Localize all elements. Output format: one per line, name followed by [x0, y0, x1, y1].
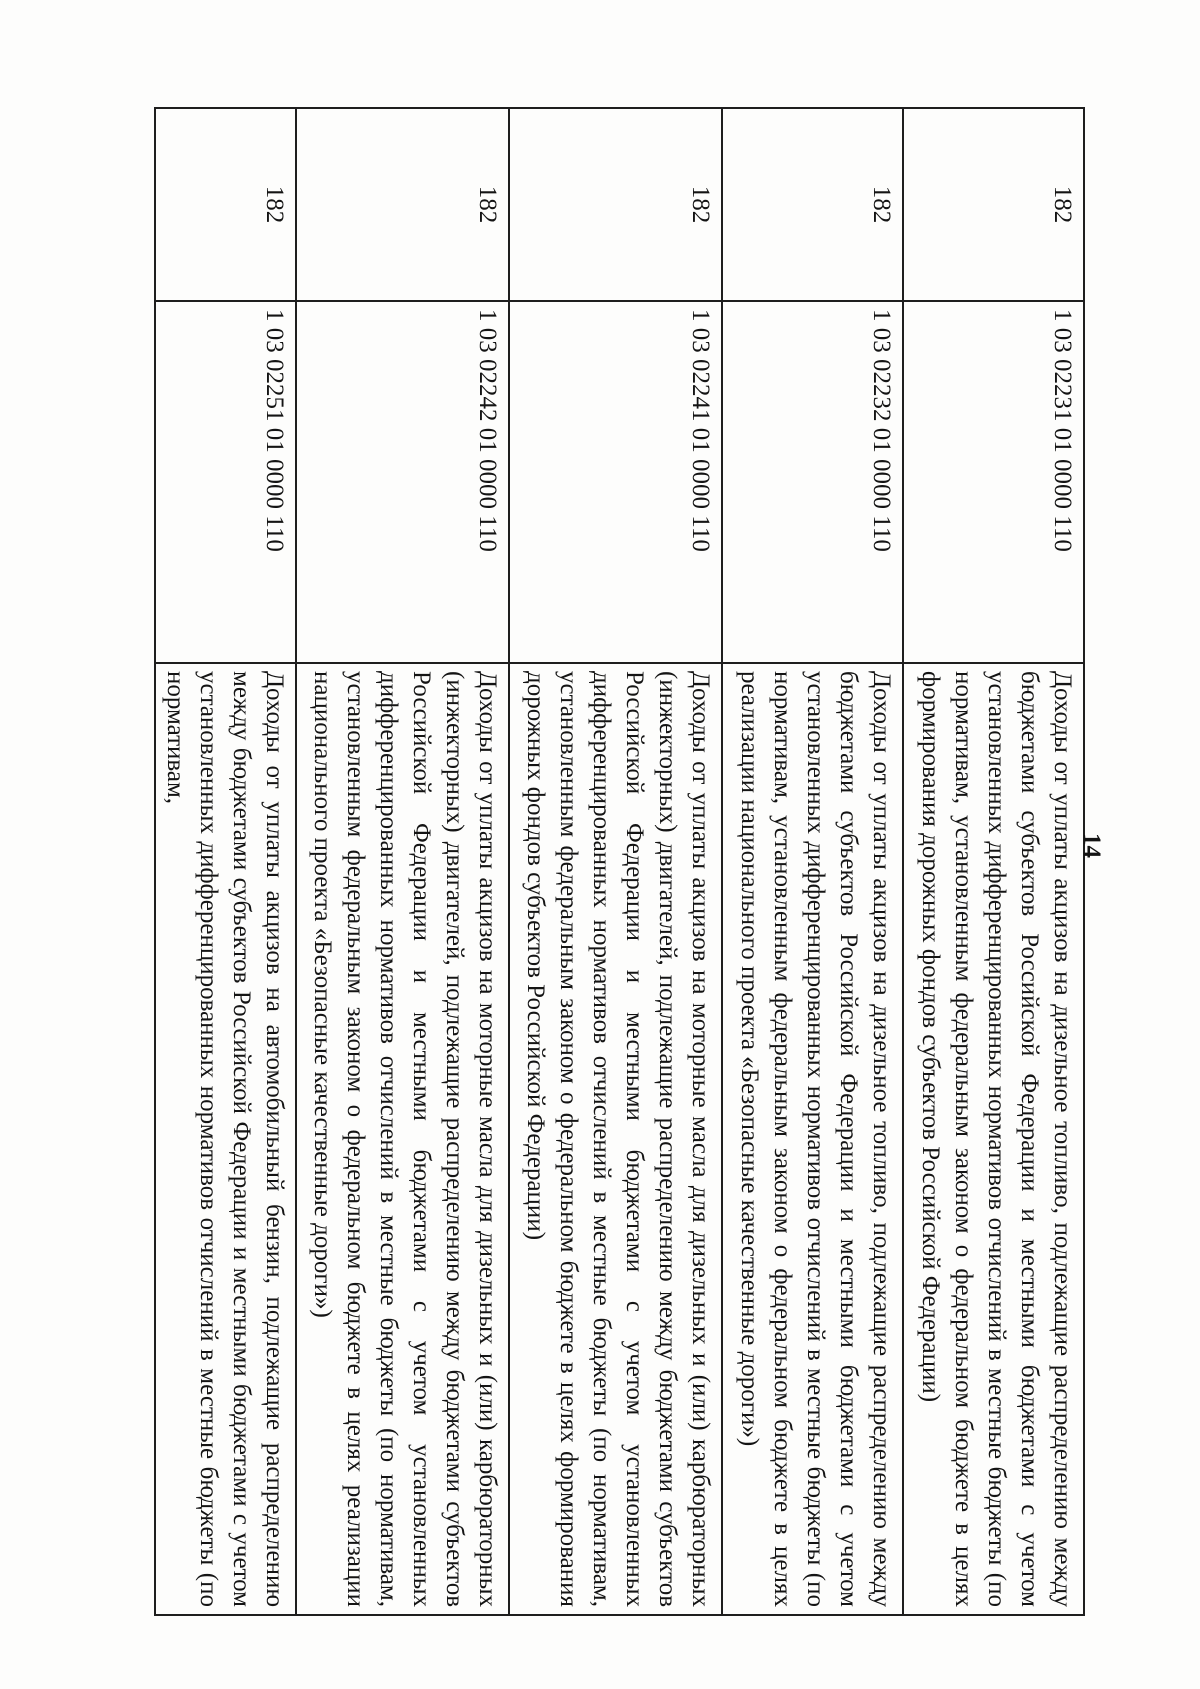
- description-cell: Доходы от уплаты акцизов на моторные масла для дизельных и (или) карбюраторных (инжекторных) двигателей, подлежащие распределению между бюджетами субъектов Российской Федерации и местными бюджетами с учетом установленных дифференцированных нормативов отчислений в местные бюджеты (по нормативам, установленным федеральным законом о федеральном бюджете в целях реализации национального проекта «Безопасные качественные дороги»): [296, 663, 509, 1615]
- table-row: [509, 108, 722, 1615]
- admin-code-cell: 182: [155, 108, 296, 301]
- description-cell: Доходы от уплаты акцизов на дизельное топливо, подлежащие распределению между бюджетами субъектов Российской Федерации и местными бюджетами с учетом установленных дифференцированных нормативов отчислений в местные бюджеты (по нормативам, установленным федеральным законом о федеральном бюджете в целях формирования дорожных фондов субъектов Российской Федерации): [903, 663, 1084, 1615]
- table-row: [155, 108, 296, 1615]
- budget-code-cell: 1 03 02231 01 0000 110: [903, 301, 1084, 663]
- budget-code-cell: 1 03 02251 01 0000 110: [155, 301, 296, 663]
- budget-code-cell: 1 03 02241 01 0000 110: [509, 301, 722, 663]
- rotated-table-wrapper: [95, 107, 1085, 1614]
- admin-code-cell: 182: [296, 108, 509, 301]
- description-cell: Доходы от уплаты акцизов на моторные масла для дизельных и (или) карбюраторных (инжекторных) двигателей, подлежащие распределению между бюджетами субъектов Российской Федерации и местными бюджетами с учетом установленных дифференцированных нормативов отчислений в местные бюджеты (по нормативам, установленным федеральным законом о федеральном бюджете в целях формирования дорожных фондов субъектов Российской Федерации): [509, 663, 722, 1615]
- budget-code-cell: 1 03 02232 01 0000 110: [722, 301, 903, 663]
- table-row: [296, 108, 509, 1615]
- description-cell: Доходы от уплаты акцизов на автомобильный бензин, подлежащие распределению между бюджетами субъектов Российской Федерации и местными бюджетами с учетом установленных дифференцированных нормативов отчислений в местные бюджеты (по нормативам,: [155, 663, 296, 1615]
- revenue-codes-table: [154, 107, 1085, 1616]
- budget-code-cell: 1 03 02242 01 0000 110: [296, 301, 509, 663]
- table-row: [903, 108, 1084, 1615]
- admin-code-cell: 182: [903, 108, 1084, 301]
- description-cell: Доходы от уплаты акцизов на дизельное топливо, подлежащие распределению между бюджетами субъектов Российской Федерации и местными бюджетами с учетом установленных дифференцированных нормативов отчислений в местные бюджеты (по нормативам, установленным федеральным законом о федеральном бюджете в целях реализации национального проекта «Безопасные качественные дороги»): [722, 663, 903, 1615]
- page-number: 14: [1078, 833, 1105, 858]
- table-row: [722, 108, 903, 1615]
- admin-code-cell: 182: [509, 108, 722, 301]
- admin-code-cell: 182: [722, 108, 903, 301]
